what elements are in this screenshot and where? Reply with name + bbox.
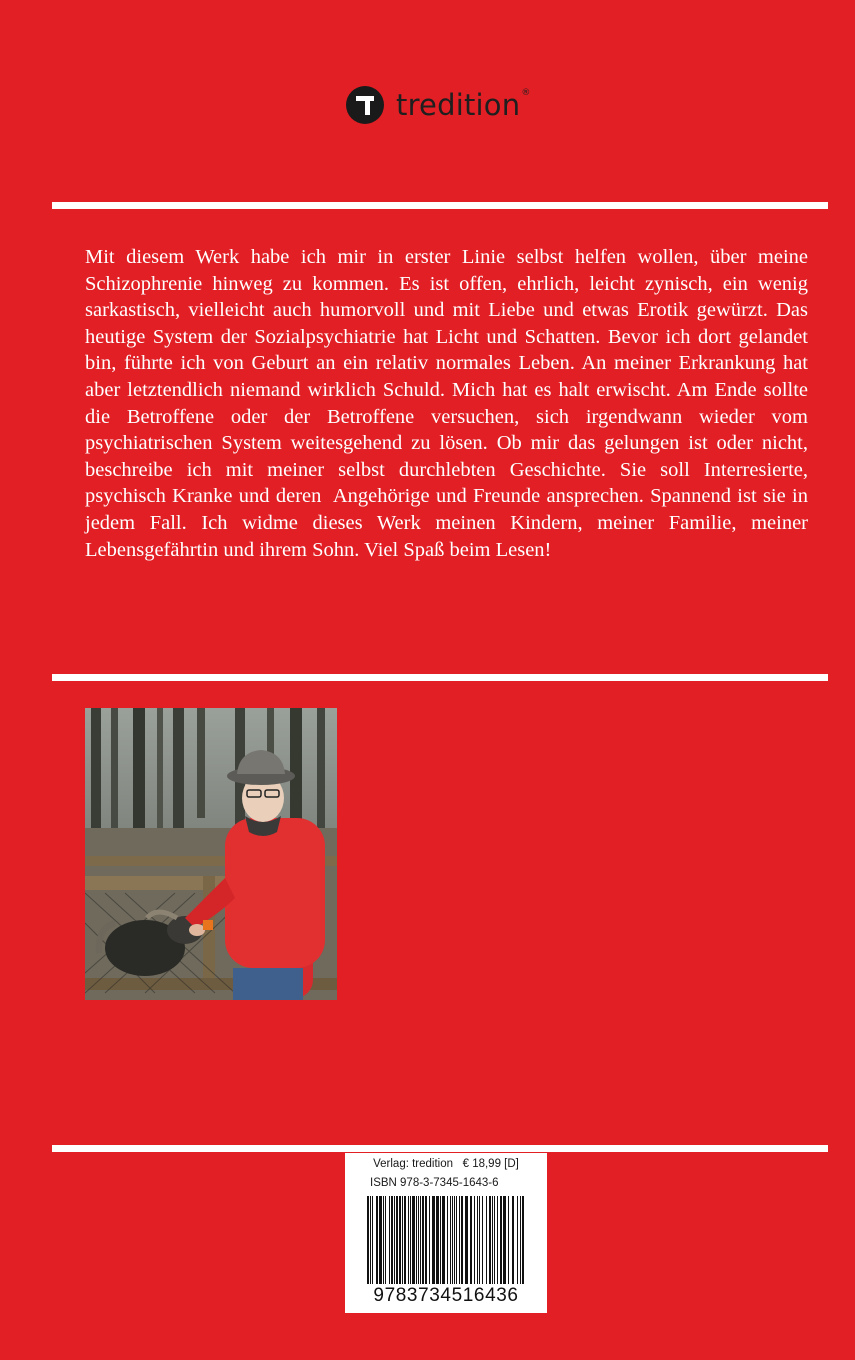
isbn-line: ISBN 978-3-7345-1643-6 <box>370 1177 499 1189</box>
barcode-label <box>345 1153 547 1313</box>
barcode-bar <box>489 1196 491 1284</box>
barcode-bar <box>440 1196 441 1284</box>
barcode-bar <box>432 1196 435 1284</box>
barcode-bar <box>522 1196 524 1284</box>
barcode-bar <box>367 1196 369 1284</box>
tredition-logo-icon <box>346 86 384 124</box>
barcode-bar <box>404 1196 406 1284</box>
barcode-bar <box>408 1196 409 1284</box>
barcode-bar <box>391 1196 393 1284</box>
barcode-bar <box>429 1196 430 1284</box>
back-cover-blurb: Mit diesem Werk habe ich mir in erster Linie selbst helfen wollen, über meine Schizophrenie hinweg zu kommen. Es ist offen, ehrlich, leicht zynisch, ein wenig sarkastisch, vielleicht auch humorvoll und mit Liebe und etwas Erotik gewürzt. Das heutige System der Sozialpsychiatrie hat Licht und Schatten. Bevor ich dort gelandet bin, führte ich von Geburt an ein relativ normales Leben. An meiner Erkrankung hat aber letztendlich niemand wirklich Schuld. Mich hat es halt erwischt. Am Ende sollte die Betroffene oder der Betroffene versuchen, sich irgendwann wieder vom psychiatrischen System weitesgehend zu lösen. Ob mir das gelungen ist oder nicht, beschreibe ich mit meiner selbst durchlebten Geschichte. Sie soll Interresierte, psychisch Kranke und deren Angehörige und Freunde ansprechen. Spannend ist sie in jedem Fall. Ich widme dieses Werk meinen Kindern, meiner Familie, meiner Lebensgefährtin und ihrem Sohn. Viel Spaß beim Lesen! <box>85 246 814 561</box>
barcode-bar <box>412 1196 415 1284</box>
publisher-price-line: Verlag: tredition € 18,99 [D] <box>373 1158 519 1170</box>
barcode-bar <box>461 1196 463 1284</box>
bottom-divider <box>52 1145 828 1152</box>
publisher-name: tredition <box>396 88 521 122</box>
barcode-bar <box>436 1196 439 1284</box>
barcode-bar <box>494 1196 495 1284</box>
barcode-bar <box>447 1196 448 1284</box>
barcode-bar <box>452 1196 453 1284</box>
barcode-bar <box>459 1196 460 1284</box>
barcode-bar <box>425 1196 427 1284</box>
barcode-bar <box>517 1196 518 1284</box>
barcode-bar <box>477 1196 478 1284</box>
barcode-bar <box>402 1196 403 1284</box>
barcode-bar <box>492 1196 493 1284</box>
barcode-bar <box>418 1196 419 1284</box>
author-photo <box>85 708 337 1000</box>
barcode-bar <box>456 1196 457 1284</box>
barcode-bars <box>367 1196 527 1284</box>
barcode-bar <box>410 1196 411 1284</box>
barcode-bar <box>416 1196 417 1284</box>
barcode-bar <box>422 1196 424 1284</box>
barcode-bar <box>482 1196 483 1284</box>
top-divider <box>52 202 828 209</box>
barcode-bar <box>503 1196 506 1284</box>
registered-trademark-icon: ® <box>521 88 531 98</box>
barcode-bar <box>396 1196 398 1284</box>
barcode-bar <box>442 1196 445 1284</box>
barcode-bar <box>394 1196 395 1284</box>
barcode-bar <box>383 1196 384 1284</box>
barcode-bar <box>376 1196 378 1284</box>
barcode-bar <box>520 1196 521 1284</box>
author-photo-illustration <box>85 708 337 1000</box>
barcode-bar <box>399 1196 401 1284</box>
barcode-bar <box>389 1196 390 1284</box>
middle-divider <box>52 674 828 681</box>
barcode-bar <box>508 1196 509 1284</box>
barcode-bar <box>379 1196 382 1284</box>
barcode-bar <box>486 1196 487 1284</box>
barcode-bar <box>474 1196 475 1284</box>
barcode-bar <box>500 1196 502 1284</box>
barcode-bar <box>465 1196 468 1284</box>
barcode-digits: 9783734516436 <box>373 1285 519 1306</box>
barcode-bar <box>497 1196 498 1284</box>
barcode-bar <box>454 1196 455 1284</box>
barcode-bar <box>385 1196 386 1284</box>
barcode-bar <box>420 1196 421 1284</box>
barcode-bar <box>512 1196 514 1284</box>
barcode-bar <box>372 1196 373 1284</box>
barcode-bar <box>450 1196 451 1284</box>
barcode-bar <box>479 1196 480 1284</box>
publisher-logo <box>346 86 530 124</box>
barcode-bar <box>470 1196 472 1284</box>
barcode-bar <box>370 1196 371 1284</box>
